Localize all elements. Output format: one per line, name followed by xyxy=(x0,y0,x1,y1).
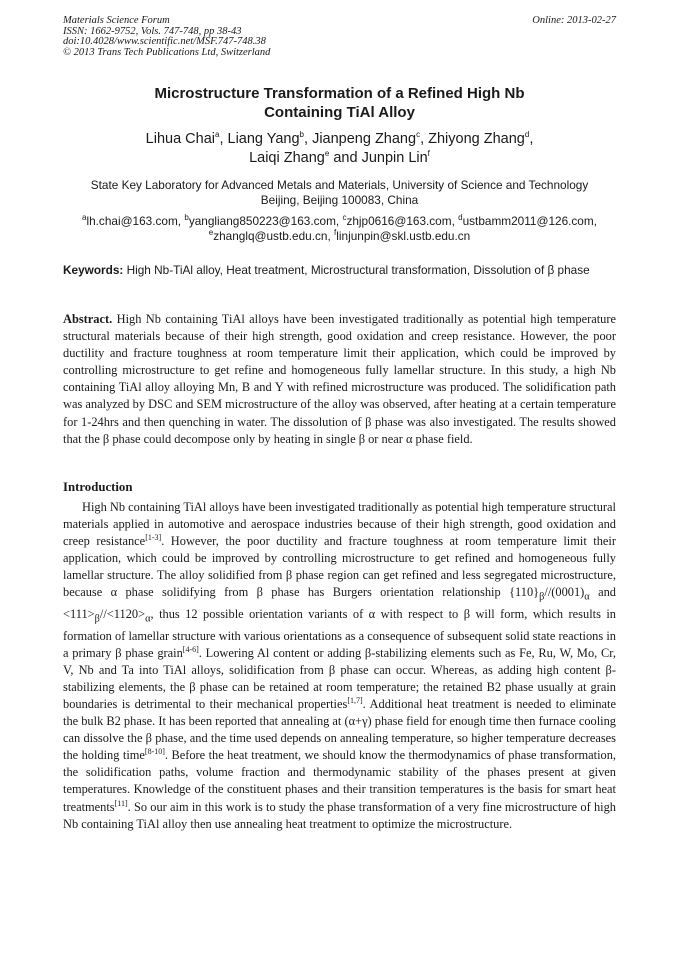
email-mark: f xyxy=(334,228,337,238)
title-line-2: Containing TiAl Alloy xyxy=(264,104,415,121)
doi-line: doi:10.4028/www.scientific.net/MSF.747-748.38 xyxy=(63,36,266,48)
email-mark: d xyxy=(458,213,463,223)
keywords-text: High Nb-TiAl alloy, Heat treatment, Microstructural transformation, Dissolution of β phase xyxy=(126,263,590,277)
subscript: α xyxy=(145,613,151,625)
intro-text: High Nb containing TiAl alloys have been investigated traditionally as potential high temperature structural materials applied in automotive and aerospace industries because of their high strength, good oxidation and creep resistance xyxy=(63,500,616,549)
introduction-heading: Introduction xyxy=(63,480,133,494)
email-mark: c xyxy=(342,213,347,223)
journal-name: Materials Science Forum xyxy=(63,15,170,26)
affiliation xyxy=(63,178,616,208)
email-address[interactable]: zhjp0616@163.com xyxy=(346,214,452,228)
intro-text: //<1120> xyxy=(99,607,146,622)
author-mark: d xyxy=(524,130,530,140)
author-mark: f xyxy=(427,149,430,159)
journal-header xyxy=(63,16,616,58)
intro-text: . Before the heat treatment, we should know the thermodynamics of phase transformation, the solidification paths, volume fraction and thermodynamic stability of the phases present at given temperatures. Knowledge of the constituent phases and their transition temperatures is the basis for smart heat treatments xyxy=(63,748,616,814)
intro-text: . However, the poor ductility and fracture toughness at room temperature limit their application, which could be improved by controlling microstructure to get refined and homogeneous fully lamellar structure. The alloy solidified from β phase region can get refined and less segregated microstructure, because α phase solidifying from β phase has Burgers orientation relationship {110} xyxy=(63,534,616,600)
email-address[interactable]: linjunpin@skl.ustb.edu.cn xyxy=(336,229,471,243)
abstract-text: High Nb containing TiAl alloys have been investigated traditionally as potential high temperature structural materials because of their high strength, good oxidation and creep resistance. However, the poor ductility and fracture toughness at room temperature limit their application, which could be improved by controlling microstructure to get refine and homogeneous fully lamellar structure. In this study, a high Nb containing TiAl alloy alloying Mn, B and Y with refined microstructure was produced. The solidification path was analyzed by DSC and SEM microstructure of the alloy was observed, after heating at a certain temperature for 1-24hrs and then quenching in water. The dissolution of β phase was also investigated. The results showed that the β phase could decompose only by heating in single β or near α phase field. xyxy=(63,312,616,446)
email-mark: e xyxy=(208,228,214,238)
email-address[interactable]: zhanglq@ustb.edu.cn xyxy=(213,229,328,243)
abstract-label: Abstract. xyxy=(63,312,113,326)
issn-line: ISSN: 1662-9752, Vols. 747-748, pp 38-43 xyxy=(63,25,242,37)
affiliation-line-1: State Key Laboratory for Advanced Metals and Materials, University of Science and Technology xyxy=(90,178,589,192)
author-mark: e xyxy=(324,149,330,159)
author-mark: c xyxy=(416,130,421,140)
email-address[interactable]: ustbamm2011@126.com xyxy=(462,214,594,228)
affiliation-line-2: Beijing, Beijing 100083, China xyxy=(260,193,419,207)
email-mark: b xyxy=(184,213,189,223)
keywords-label: Keywords: xyxy=(63,263,124,277)
author-name: Junpin Lin xyxy=(361,150,428,166)
copyright-line: © 2013 Trans Tech Publications Ltd, Switzerland xyxy=(63,46,271,58)
citation: [1-3] xyxy=(145,533,162,543)
author-name: Liang Yang xyxy=(227,131,300,147)
subscript: α xyxy=(584,591,590,603)
introduction-paragraph xyxy=(63,499,616,833)
email-list: $^a$lh.chai@163.com, $^b$yangliang850223@163.com, $^c$zhjp0616@163.com, $^d$ustbamm2011@126.com, $^e$zhanglq@ustb.edu.cn, $^f$linjunpin@skl.ustb.edu.cn xyxy=(82,213,597,243)
citation: [11] xyxy=(114,798,128,808)
email-mark: a xyxy=(82,213,87,223)
citation: [8-10] xyxy=(144,747,165,757)
keywords-block xyxy=(63,263,616,278)
intro-text: and <111> xyxy=(63,585,616,622)
email-address[interactable]: lh.chai@163.com xyxy=(86,214,178,228)
author-name: Lihua Chai xyxy=(145,131,215,147)
author-mark: a xyxy=(214,130,220,140)
email-address[interactable]: yangliang850223@163.com xyxy=(188,214,336,228)
intro-text: . Additional heat treatment is needed to eliminate the bulk B2 phase. It has been reported that annealing at (α+γ) phase field for enough time then furnace cooling can dissolve the β phase, and the time used depends on annealing temperature, so higher temperature decreases the holding time xyxy=(63,696,616,763)
subscript: β xyxy=(539,591,545,603)
title-line-1: Microstructure Transformation of a Refined High Nb xyxy=(154,85,525,102)
author-name: Jianpeng Zhang xyxy=(312,131,417,147)
intro-text: , thus 12 possible orientation variants of α with respect to β will form, which results in formation of lamellar structure with various orientations as a consequence of subsequent solid state reactions in a primary β phase grain xyxy=(63,607,616,660)
paper-title xyxy=(63,84,616,122)
intro-text: //(0001) xyxy=(544,585,585,600)
author-name: Zhiyong Zhang xyxy=(428,131,525,147)
intro-text: . Lowering Al content or adding β-stabilizing elements such as Fe, Ru, W, Mo, Cr, V, Nb and Ta into TiAl alloys, solidification from β phase can occur. Whereas, as adding high content β-stabilizing elements, the β phase can be retained at room temperature; the retained B2 phase usually at grain boundaries is detrimental to their mechanical properties xyxy=(63,645,616,711)
online-date: Online: 2013-02-27 xyxy=(532,15,616,26)
author-list: Lihua Chai$^a$, Liang Yang$^b$, Jianpeng Zhang$^c$, Zhiyong Zhang$^d$, Laiqi Zhang$^e$ and Junpin Lin$^f$ xyxy=(145,130,534,166)
author-name: Laiqi Zhang xyxy=(249,150,325,166)
citation: [1,7] xyxy=(347,695,363,705)
author-mark: b xyxy=(299,130,304,140)
citation: [4-6] xyxy=(182,644,199,654)
subscript: β xyxy=(94,613,100,625)
abstract-block xyxy=(63,311,616,448)
intro-text: . So our aim in this work is to study the phase transformation of a very fine microstructure of high Nb containing TiAl alloy then use annealing heat treatment to optimize the microstructure. xyxy=(63,799,616,831)
